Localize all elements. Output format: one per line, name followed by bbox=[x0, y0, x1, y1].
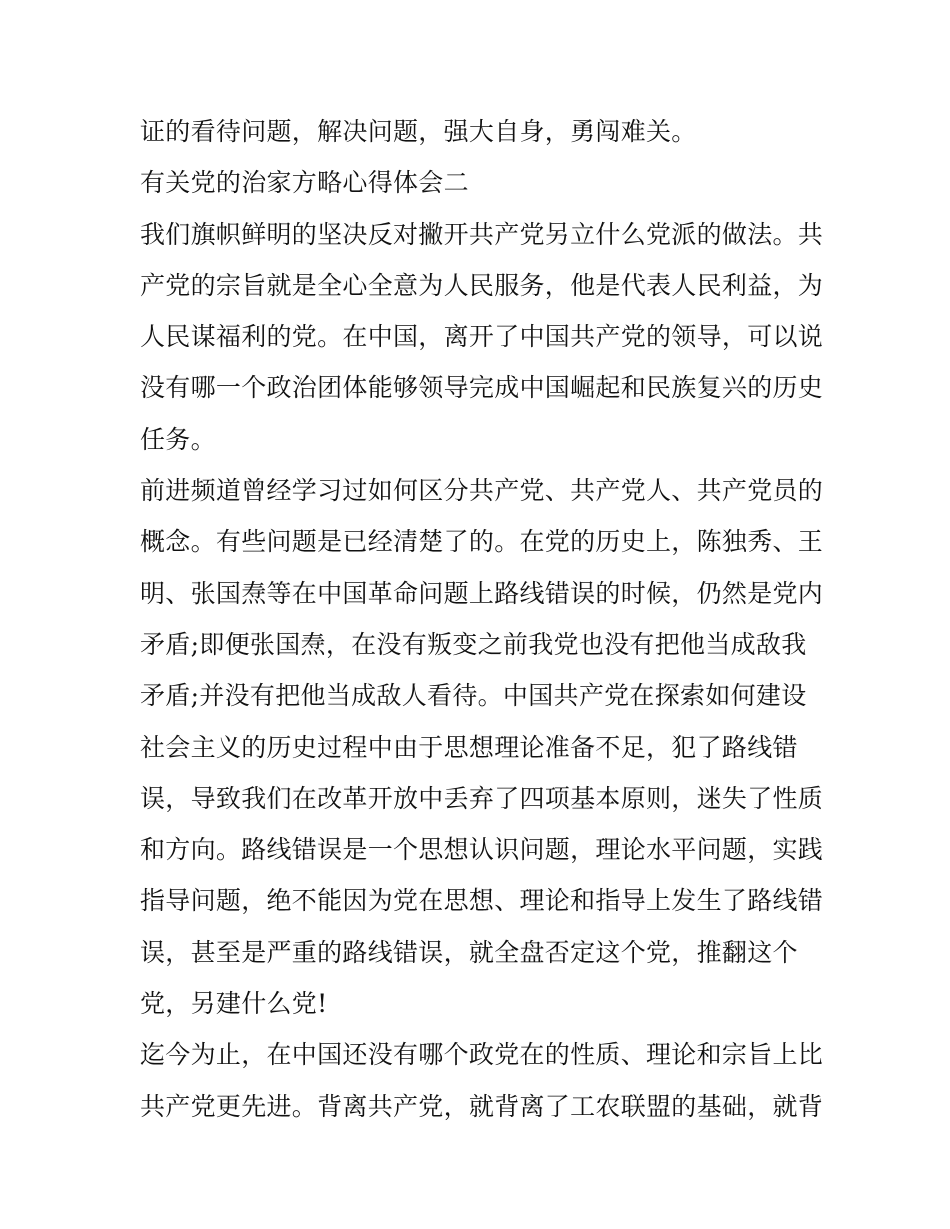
text-line: 明、张国焘等在中国革命问题上路线错误的时候，仍然是党内 bbox=[140, 578, 824, 608]
text-line: 人民谋福利的党。在中国，离开了中国共产党的领导，可以说 bbox=[140, 322, 824, 352]
text-line: 误，甚至是严重的路线错误，就全盘否定这个党，推翻这个 bbox=[140, 937, 798, 967]
document-body bbox=[140, 106, 824, 1132]
section-heading: 有关党的治家方略心得体会二 bbox=[140, 168, 469, 198]
text-line: 证的看待问题，解决问题，强大自身，勇闯难关。 bbox=[140, 117, 697, 146]
text-line: 矛盾;并没有把他当成敌人看待。中国共产党在探索如何建设 bbox=[140, 681, 807, 711]
text-line: 迄今为止，在中国还没有哪个政党在的性质、理论和宗旨上比 bbox=[140, 1040, 824, 1070]
text-line: 任务。 bbox=[140, 424, 216, 454]
text-line: 概念。有些问题是已经清楚了的。在党的历史上，陈独秀、王 bbox=[140, 527, 824, 557]
text-line: 指导问题，绝不能因为党在思想、理论和指导上发生了路线错 bbox=[140, 886, 824, 916]
text-line: 误，导致我们在改革开放中丢弃了四项基本原则，迷失了性质 bbox=[140, 783, 824, 813]
text-line: 产党的宗旨就是全心全意为人民服务，他是代表人民利益，为 bbox=[140, 270, 824, 300]
text-line: 前进频道曾经学习过如何区分共产党、共产党人、共产党员的 bbox=[140, 476, 824, 506]
text-line: 社会主义的历史过程中由于思想理论准备不足，犯了路线错 bbox=[140, 732, 798, 762]
text-line: 矛盾;即便张国焘，在没有叛变之前我党也没有把他当成敌我 bbox=[140, 629, 807, 659]
text-line: 共产党更先进。背离共产党，就背离了工农联盟的基础，就背 bbox=[140, 1091, 824, 1121]
text-line: 没有哪一个政治团体能够领导完成中国崛起和民族复兴的历史 bbox=[140, 373, 824, 403]
text-line: 党，另建什么党! bbox=[140, 989, 328, 1019]
text-line: 我们旗帜鲜明的坚决反对撇开共产党另立什么党派的做法。共 bbox=[140, 219, 824, 249]
text-line: 和方向。路线错误是一个思想认识问题，理论水平问题，实践 bbox=[140, 835, 824, 865]
